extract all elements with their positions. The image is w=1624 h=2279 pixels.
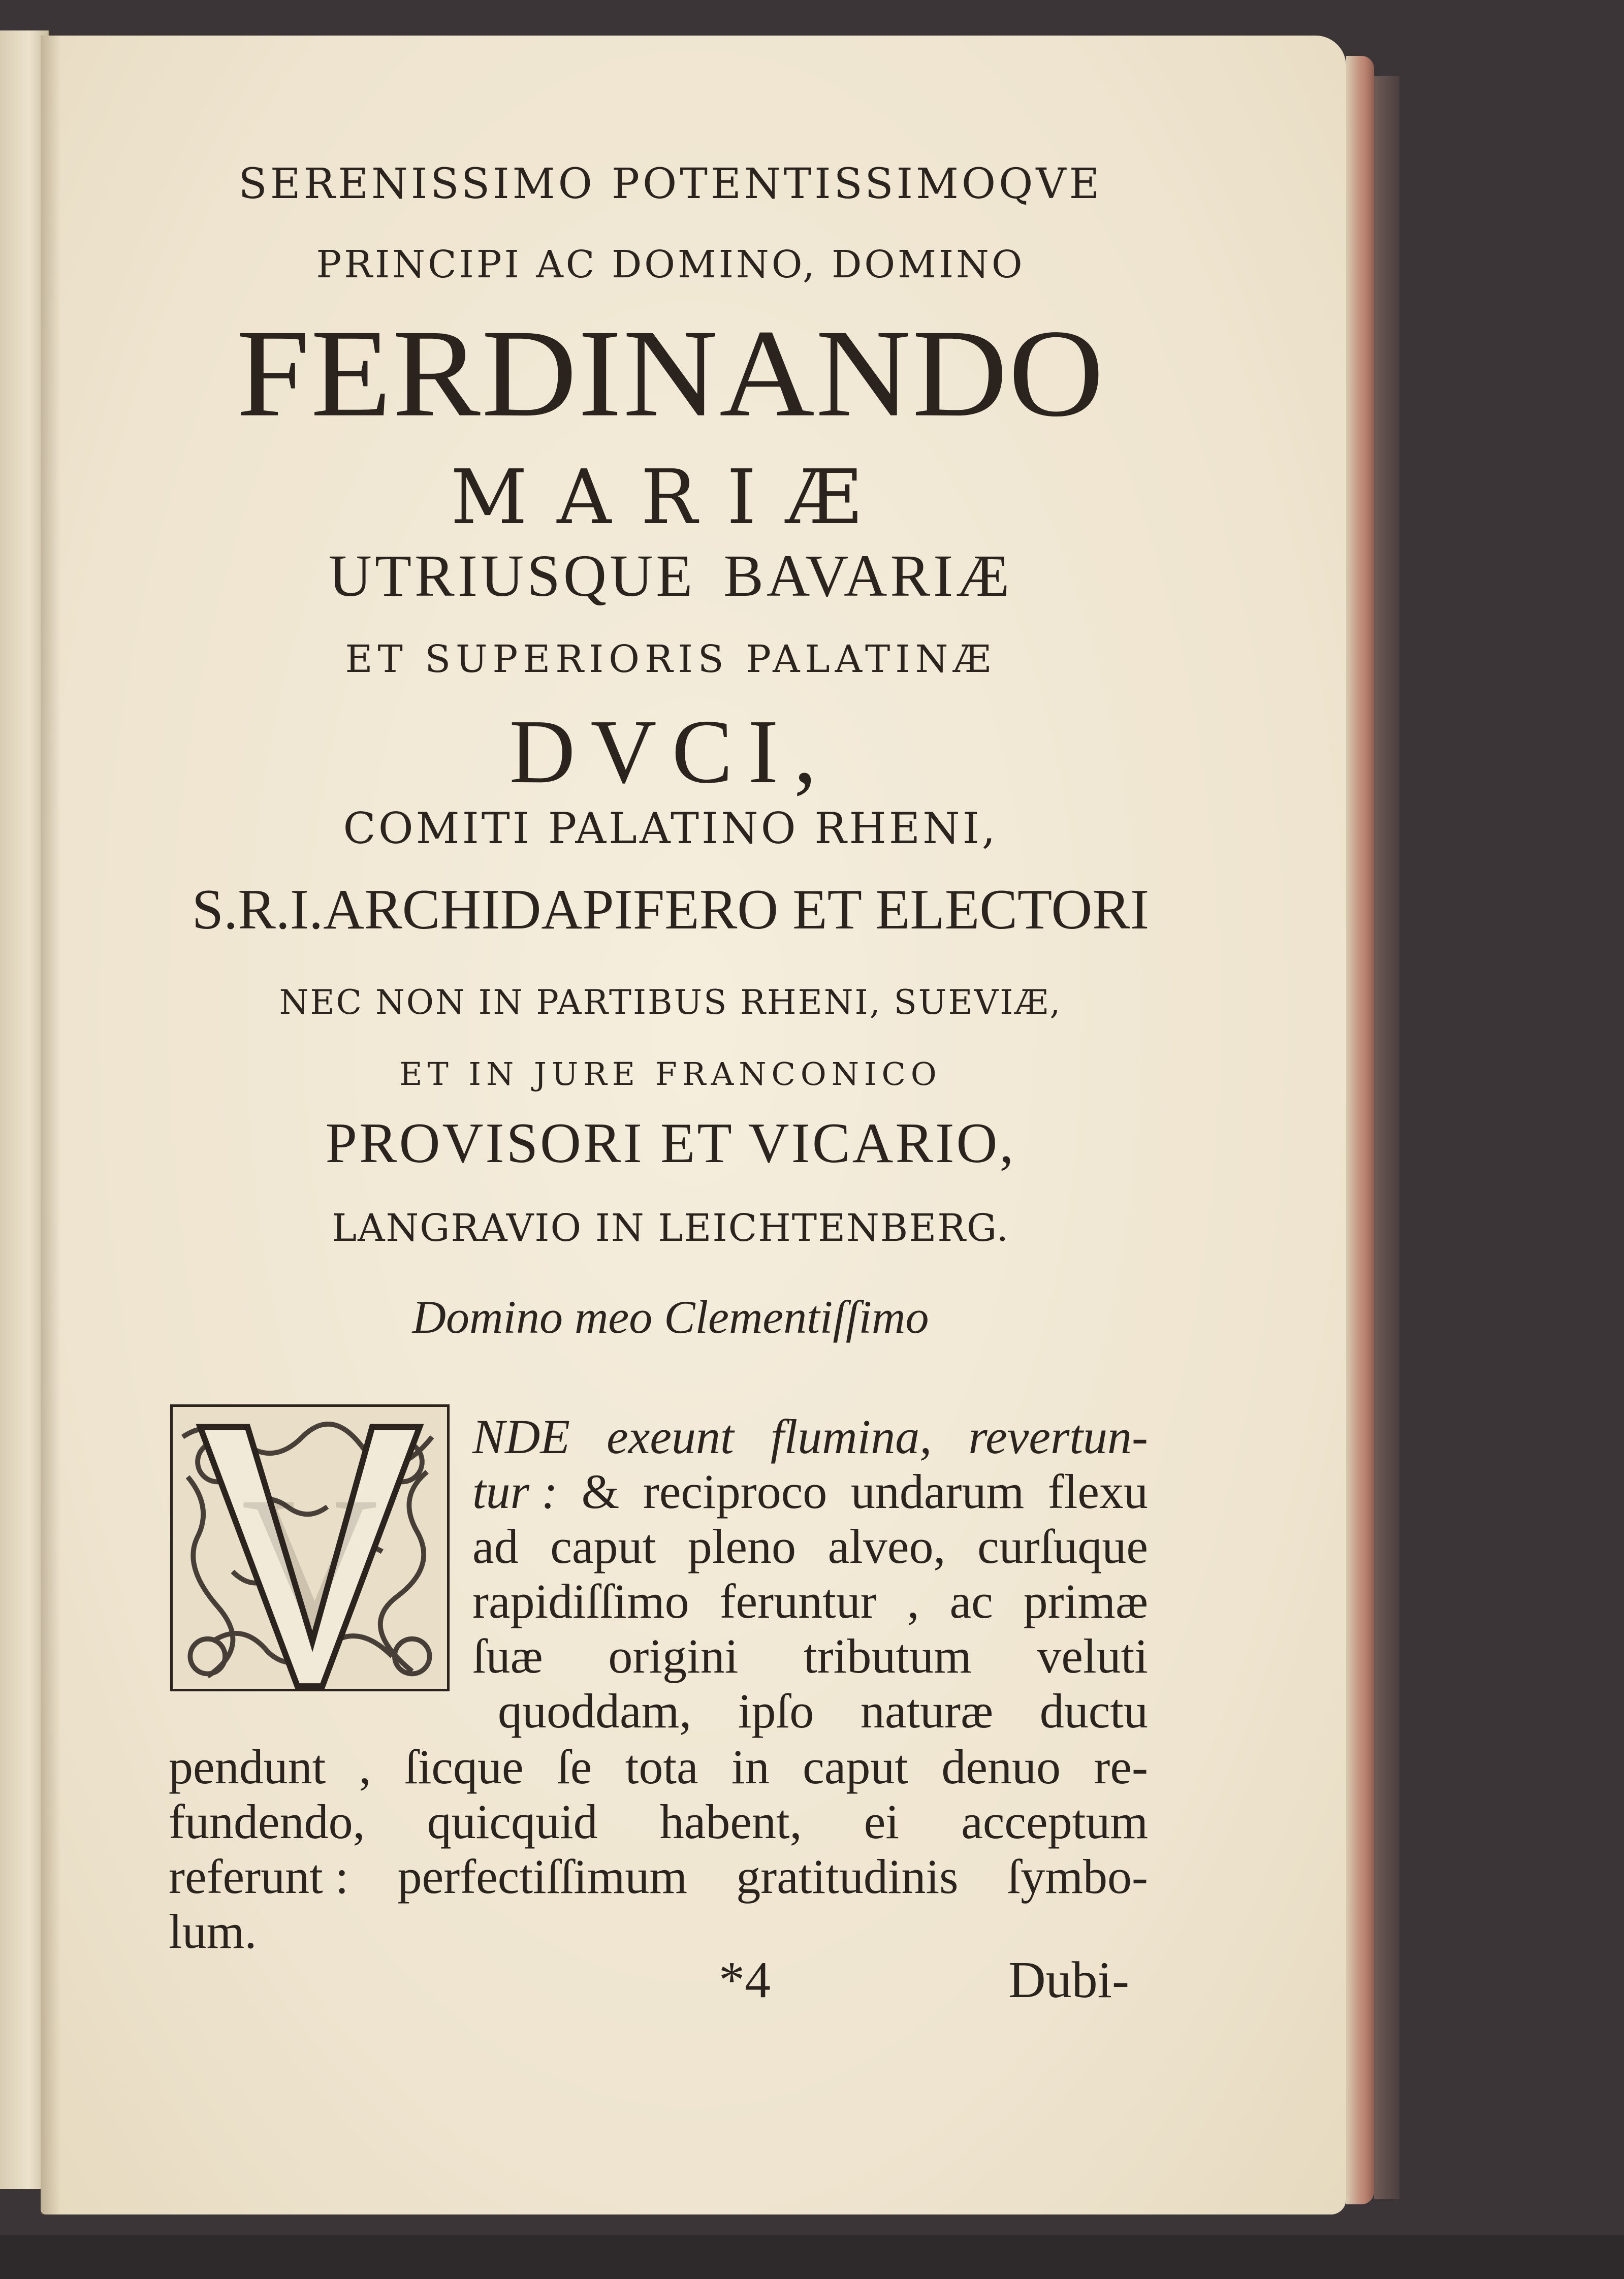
text-line bbox=[169, 1904, 1148, 1959]
word: ſicque bbox=[404, 1740, 524, 1794]
catchword: Dubi- bbox=[1008, 1951, 1129, 2009]
title-line-comiti: COMITI PALATINO RHENI, bbox=[343, 804, 998, 853]
word: ipſo bbox=[738, 1684, 814, 1738]
word: exeunt bbox=[607, 1409, 734, 1464]
text-line bbox=[472, 1519, 1148, 1574]
title-bavariae: BAVARIÆ bbox=[723, 542, 1013, 609]
title-line-archidapifero: S.R.I.ARCHIDAPIFERO ET ELECTORI bbox=[192, 878, 1150, 941]
scan-bottom-strip bbox=[0, 2235, 1624, 2279]
word: ei bbox=[864, 1794, 900, 1849]
title-line-partibus: NEC NON IN PARTIBUS RHENI, SUEVIÆ, bbox=[279, 983, 1062, 1022]
text-line bbox=[472, 1629, 1148, 1684]
word: ſe bbox=[557, 1740, 592, 1794]
title-name-mariae: MARIÆ bbox=[450, 454, 891, 541]
title-line-1: SERENISSIMO POTENTISSIMOQVE bbox=[238, 160, 1103, 208]
word: ſuæ bbox=[472, 1629, 543, 1683]
word: curſuque bbox=[977, 1519, 1148, 1574]
word: re- bbox=[1094, 1740, 1148, 1794]
word: NDE bbox=[472, 1409, 570, 1464]
word: tributum bbox=[804, 1629, 972, 1683]
signature-mark: *4 bbox=[719, 1951, 771, 2009]
decorated-initial-letter: V bbox=[241, 1458, 378, 1668]
title-duci: DVCI, bbox=[509, 701, 832, 802]
text-line bbox=[472, 1409, 1148, 1464]
title-line-2: PRINCIPI AC DOMINO, DOMINO bbox=[316, 243, 1025, 286]
word: ad bbox=[472, 1519, 519, 1574]
title-line-langravio: LANGRAVIO IN LEICHTENBERG. bbox=[331, 1206, 1010, 1250]
word: ductu bbox=[1039, 1684, 1148, 1738]
word: , bbox=[359, 1740, 371, 1794]
decorated-initial bbox=[170, 1404, 450, 1691]
text-line bbox=[498, 1684, 1148, 1739]
word: denuo bbox=[941, 1740, 1061, 1794]
text-line bbox=[169, 1794, 1148, 1849]
gutter-shadow bbox=[41, 36, 61, 2214]
word: flumina, bbox=[770, 1409, 932, 1464]
word: feruntur bbox=[719, 1574, 877, 1628]
decorated-initial-artwork bbox=[173, 1407, 447, 1689]
word: tota bbox=[625, 1740, 698, 1794]
word: flexu bbox=[1047, 1464, 1148, 1519]
title-line-provisori: PROVISORI ET VICARIO, bbox=[325, 1112, 1016, 1175]
title-line-utriusque bbox=[168, 542, 1173, 609]
dedication-line: Domino meo Clementiſſimo bbox=[412, 1291, 929, 1343]
title-utriusque: UTRIUSQUE bbox=[328, 542, 696, 609]
title-line-jure: ET IN JURE FRANCONICO bbox=[399, 1055, 942, 1093]
word: pleno bbox=[687, 1519, 796, 1574]
word: in bbox=[731, 1740, 770, 1794]
book-binding bbox=[1374, 76, 1399, 2199]
word: referunt : bbox=[169, 1849, 349, 1904]
word: pendunt bbox=[169, 1740, 326, 1794]
word: quicquid bbox=[427, 1794, 598, 1849]
word: ac bbox=[949, 1574, 993, 1628]
word: veluti bbox=[1037, 1629, 1148, 1683]
word: reciproco bbox=[643, 1464, 827, 1519]
word: quoddam, bbox=[498, 1684, 692, 1738]
word: ſymbo- bbox=[1007, 1849, 1148, 1904]
page-fore-edge bbox=[1346, 56, 1374, 2204]
word: gratitudinis bbox=[736, 1849, 959, 1904]
word: rapidiſſimo bbox=[472, 1574, 689, 1628]
word: alveo, bbox=[827, 1519, 946, 1574]
title-line-palatinae: ET SUPERIORIS PALATINÆ bbox=[345, 637, 996, 681]
word: revertun- bbox=[968, 1409, 1148, 1464]
title-name-ferdinando: FERDINANDO bbox=[236, 304, 1105, 443]
text-line bbox=[169, 1849, 1148, 1904]
word: tur : bbox=[472, 1464, 558, 1519]
word: caput bbox=[803, 1740, 908, 1794]
word: & bbox=[581, 1464, 620, 1519]
word: lum. bbox=[169, 1904, 257, 1959]
word: caput bbox=[550, 1519, 656, 1574]
text-line bbox=[169, 1740, 1148, 1794]
word: , bbox=[907, 1574, 919, 1628]
word: naturæ bbox=[860, 1684, 994, 1738]
word: perfectiſſimum bbox=[397, 1849, 688, 1904]
word: origini bbox=[608, 1629, 739, 1683]
text-line bbox=[472, 1464, 1148, 1519]
word: habent, bbox=[659, 1794, 802, 1849]
word: acceptum bbox=[961, 1794, 1148, 1849]
word: undarum bbox=[850, 1464, 1025, 1519]
word: primæ bbox=[1023, 1574, 1148, 1628]
word: fundendo, bbox=[169, 1794, 365, 1849]
text-line bbox=[472, 1574, 1148, 1629]
